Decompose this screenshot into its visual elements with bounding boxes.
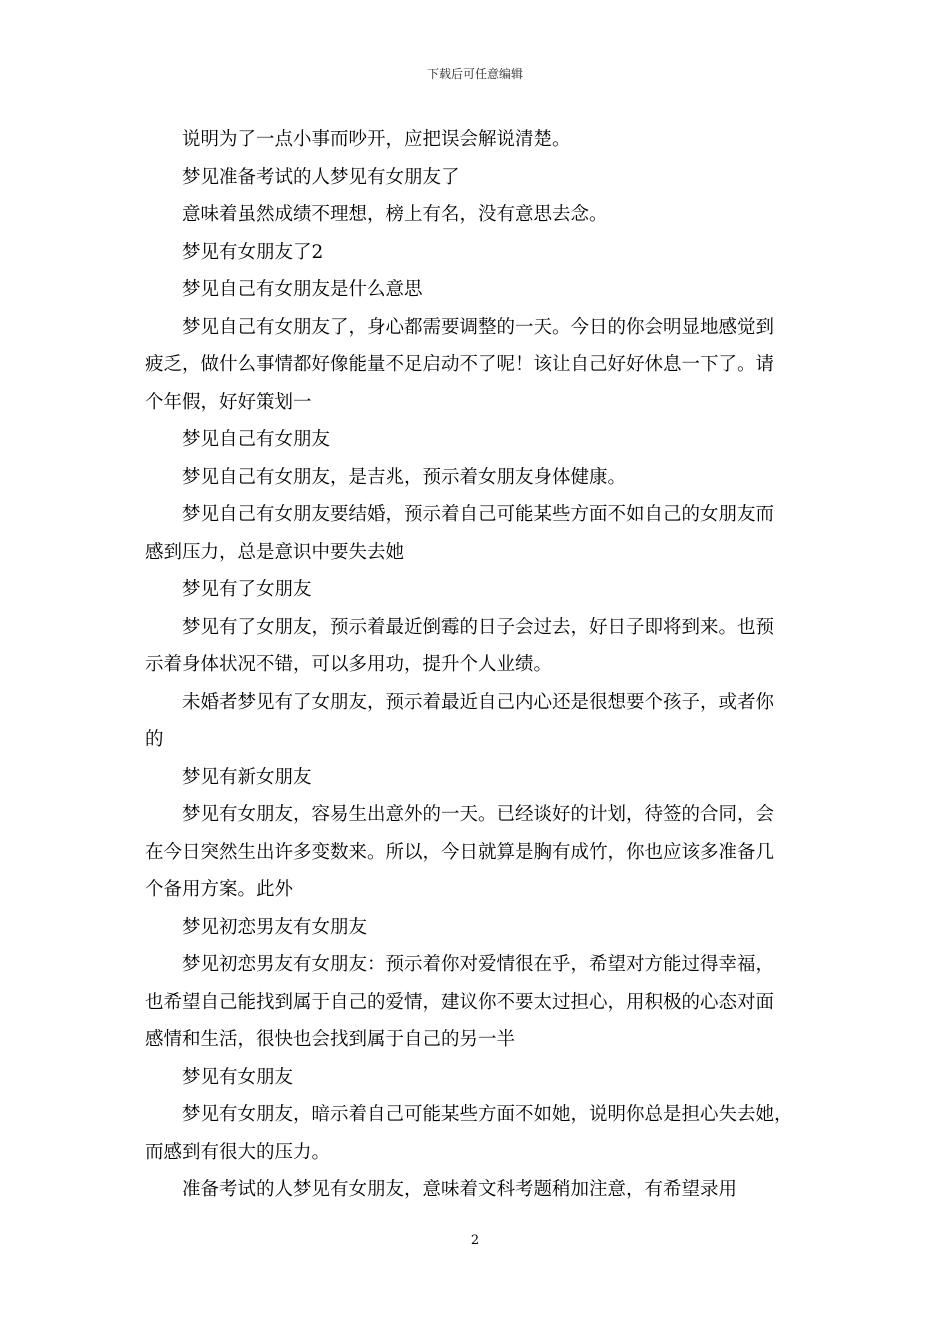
- paragraph: [145, 459, 810, 497]
- document-body: [145, 121, 810, 1209]
- text-line: 准备考试的人梦见有女朋友，意味着文科考题稍加注意，有希望录用: [182, 1179, 738, 1200]
- text-line: 梦见有女朋友了2: [182, 241, 324, 263]
- paragraph: [145, 196, 810, 234]
- text-line: 的: [145, 729, 164, 750]
- text-line: 梦见自己有女朋友了，身心都需要调整的一天。今日的你会明显地感觉到: [182, 316, 775, 338]
- text-line: 梦见自己有女朋友是什么意思: [182, 279, 423, 300]
- text-line: 在今日突然生出许多变数来。所以，今日就算是胸有成竹，你也应该多准备几: [145, 841, 775, 863]
- paragraph: [145, 1171, 810, 1209]
- subheading: [145, 1059, 810, 1097]
- text-line: 感到压力，总是意识中要失去她: [145, 541, 405, 563]
- subheading: [145, 571, 810, 609]
- text-line: 个备用方案。此外: [145, 879, 294, 900]
- text-line: 梦见有新女朋友: [182, 766, 312, 788]
- text-line: 梦见自己有女朋友，是吉兆，预示着女朋友身体健康。: [182, 466, 627, 488]
- text-line: 意味着虽然成绩不理想，榜上有名，没有意思去念。: [182, 204, 608, 225]
- text-line: 梦见有了女朋友，预示着最近倒霉的日子会过去，好日子即将到来。也预: [182, 616, 775, 638]
- paragraph: [145, 609, 810, 684]
- text-line: 示着身体状况不错，可以多用功，提升个人业绩。: [145, 654, 553, 675]
- text-line: 梦见准备考试的人梦见有女朋友了: [182, 166, 460, 188]
- paragraph: [145, 796, 810, 909]
- text-line: 梦见有女朋友: [182, 1066, 294, 1088]
- text-line: 未婚者梦见有了女朋友，预示着最近自己内心还是很想要个孩子，或者你: [182, 691, 775, 713]
- subheading: [145, 159, 810, 197]
- subheading: [145, 759, 810, 797]
- subheading: [145, 909, 810, 947]
- text-line: 疲乏，做什么事情都好像能量不足启动不了呢！该让自己好好休息一下了。请: [145, 354, 775, 375]
- text-line: 梦见有女朋友，暗示着自己可能某些方面不如她，说明你总是担心失去她，: [182, 1104, 793, 1125]
- text-line: 梦见有了女朋友: [182, 579, 312, 600]
- text-line: 说明为了一点小事而吵开，应把误会解说清楚。: [182, 129, 571, 150]
- paragraph: [145, 496, 810, 571]
- subheading: [145, 271, 810, 309]
- text-line: 梦见初恋男友有女朋友: [182, 916, 368, 938]
- text-line: 梦见有女朋友，容易生出意外的一天。已经谈好的计划，待签的合同，会: [182, 804, 775, 825]
- paragraph: [145, 309, 810, 422]
- text-line: 梦见自己有女朋友: [182, 429, 331, 450]
- paragraph: [145, 1096, 810, 1171]
- text-line: 也希望自己能找到属于自己的爱情，建议你不要太过担心，用积极的心态对面: [145, 991, 775, 1013]
- page-number: 2: [470, 1233, 480, 1248]
- subheading: [145, 421, 810, 459]
- text-line: 梦见自己有女朋友要结婚，预示着自己可能某些方面不如自己的女朋友而: [182, 504, 775, 525]
- text-line: 个年假，好好策划一: [145, 391, 312, 413]
- text-line: 而感到有很大的压力。: [145, 1141, 331, 1163]
- text-line: 感情和生活，很快也会找到属于自己的另一半: [145, 1029, 516, 1050]
- paragraph: [145, 684, 810, 759]
- page-header: 下载后可任意编辑: [426, 67, 523, 81]
- paragraph: [145, 946, 810, 1059]
- paragraph: [145, 121, 810, 159]
- section-heading: [145, 234, 810, 272]
- text-line: 梦见初恋男友有女朋友：预示着你对爱情很在乎，希望对方能过得幸福，: [182, 954, 775, 975]
